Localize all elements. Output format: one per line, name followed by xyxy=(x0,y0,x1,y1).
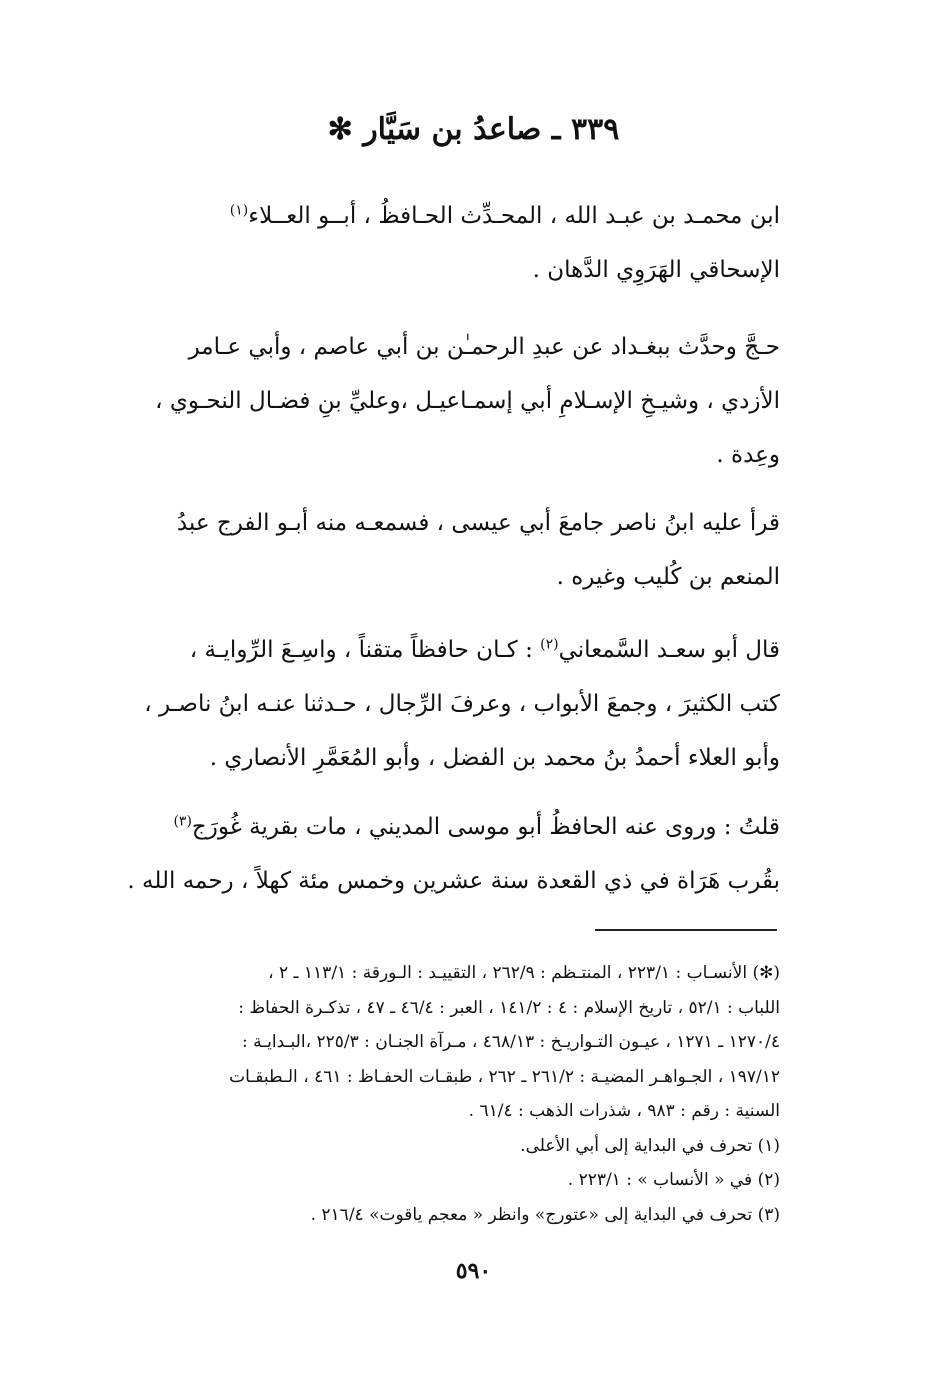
text-line: قال أبو سعـد السَّمعاني$^{(٢)}$ : كـان حافظاً متقناً ، واسِـعَ الرِّوايـة ، xyxy=(189,636,780,663)
footnotes-block xyxy=(108,956,780,1232)
paragraph-teachers xyxy=(108,320,780,482)
text-line: الأزدي ، وشيـخِ الإسـلامِ أبي إسمـاعيـل ،وعليِّ بنِ فضـال النحـوي ، xyxy=(155,388,780,414)
paragraph-lineage xyxy=(108,189,780,297)
text-line: كتب الكثيرَ ، وجمعَ الأبواب ، وعرفَ الرِّجال ، حـدثنا عنـه ابنُ ناصـر ، xyxy=(144,691,780,717)
footnote-ref: (٣) xyxy=(173,813,192,830)
text-line: وعِدة . xyxy=(716,442,780,468)
text-line: ابن محمـد بن عبـد الله ، المحـدِّث الحـافظُ ، أبــو العــلاء$^{(١)}$ xyxy=(229,202,780,229)
text-line: قلتُ : وروى عنه الحافظُ أبو موسى المديني ، مات بقرية غُورَج$^{(٣)}$ xyxy=(173,813,780,840)
text-line: قرأ عليه ابنُ ناصر جامعَ أبي عيسى ، فسمعـه منه أبـو الفرج عبدُ xyxy=(176,510,780,536)
footnote-1: (١) تحرف في البداية إلى أبي الأعلى. xyxy=(520,1135,780,1156)
footnote-3: (٣) تحرف في البداية إلى «عتورج» وانظر « معجم ياقوت» ٢١٦/٤ . xyxy=(310,1204,780,1225)
entry-title: ٣٣٩ ـ صاعدُ بن سَيَّار ✻ xyxy=(327,112,620,147)
text-line: بقُرب هَرَاة في ذي القعدة سنة عشرين وخمس مئة كهلاً ، رحمه الله . xyxy=(127,868,780,894)
sources-line: ١٢٧٠/٤ ـ ١٢٧١ ، عيـون التـواريـخ : ٤٦٨/١٣ ، مـرآة الجنـان : ٢٢٥/٣ ،البـدايـة : xyxy=(241,1032,780,1052)
footnote-2: (٢) في « الأنساب » : ٢٢٣/١ . xyxy=(567,1170,780,1190)
paragraph-samani-quote xyxy=(108,623,780,785)
sources-line: اللباب : ٥٢/١ ، تاريخ الإسلام : ٤ : ١٤١/٢ ، العبر : ٤٦/٤ ـ ٤٧ ، تذكـرة الحفاظ : xyxy=(238,997,780,1018)
sources-line: ١٩٧/١٢ ، الجـواهـر المضيـة : ٢٦١/٢ ـ ٢٦٢ ، طبقـات الحفـاظ : ٤٦١ ، الـطبقـات xyxy=(229,1066,780,1087)
sources-line: (✻) الأنسـاب : ٢٢٣/١ ، المنتـظم : ٢٦٢/٩ ، التقييـد : الـورقة : ١١٣/١ ـ ٢ ، xyxy=(268,963,780,983)
sources-line: السنية : رقم : ٩٨٣ ، شذرات الذهب : ٦١/٤ . xyxy=(468,1101,780,1121)
paragraph-death xyxy=(108,800,780,908)
text-line: حـجَّ وحدَّث ببغـداد عن عبدِ الرحمـٰن بن أبي عاصم ، وأبي عـامر xyxy=(188,334,780,360)
text-line: الإسحاقي الهَرَوِي الدَّهان . xyxy=(532,257,780,283)
footnote-ref: (١) xyxy=(229,202,249,219)
footnote-ref: (٢) xyxy=(540,636,559,653)
page-number: ٥٩٠ xyxy=(455,1258,492,1284)
paragraph-students xyxy=(108,496,780,604)
footnote-separator xyxy=(595,929,777,931)
text-line: وأبو العلاء أحمدُ بنُ محمد بن الفضل ، وأبو المُعَمَّرِ الأنصاري . xyxy=(209,745,780,771)
text-line: المنعم بن كُليب وغيره . xyxy=(556,564,780,590)
